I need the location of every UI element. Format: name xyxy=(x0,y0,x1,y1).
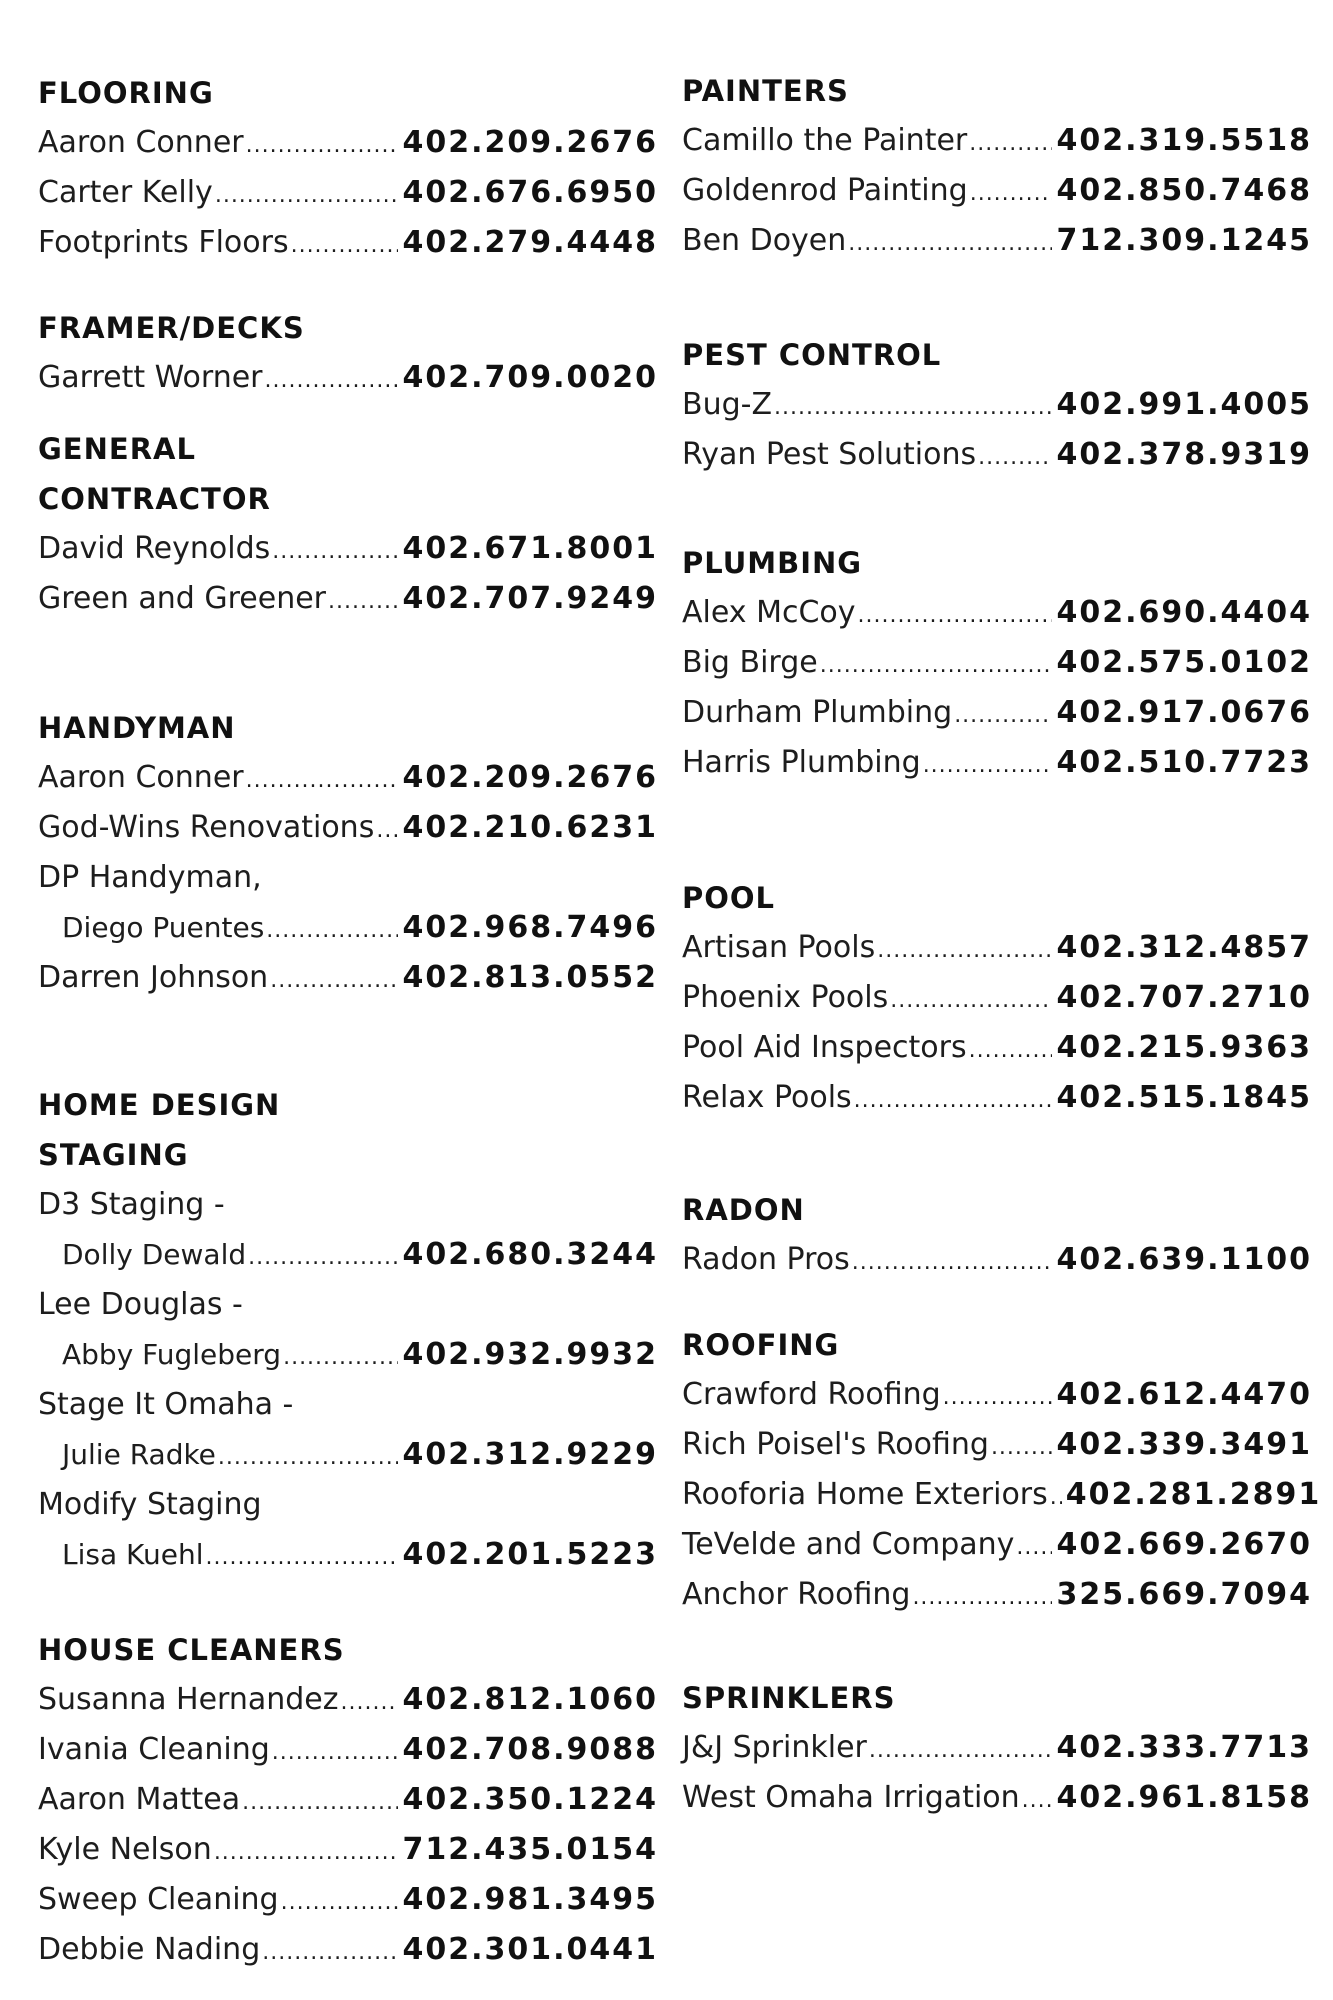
section-heading: HANDYMAN xyxy=(38,711,236,745)
section-handyman xyxy=(38,703,658,1003)
section-general-contractor xyxy=(38,424,658,624)
vendor-name: Garrett Worner xyxy=(38,360,263,395)
phone-number: 402.378.9319 xyxy=(1056,437,1312,472)
section-heading: HOUSE CLEANERS xyxy=(38,1633,345,1667)
vendor-name: Artisan Pools xyxy=(682,930,876,965)
phone-number: 402.708.9088 xyxy=(402,1732,658,1767)
dot-leader xyxy=(206,1533,399,1583)
vendor-name: Goldenrod Painting xyxy=(682,173,968,208)
phone-number: 402.690.4404 xyxy=(1056,595,1312,630)
entry-list xyxy=(38,1180,658,1580)
dot-leader xyxy=(1050,1473,1062,1523)
dot-leader xyxy=(854,1076,1053,1126)
list-item xyxy=(682,738,1312,788)
vendor-name: D3 Staging - xyxy=(38,1187,225,1222)
dot-leader xyxy=(923,741,1053,791)
section-sprinklers xyxy=(682,1673,1312,1823)
vendor-name: Modify Staging xyxy=(38,1487,262,1522)
vendor-contact-name: Dolly Dewald xyxy=(62,1238,247,1271)
list-item xyxy=(38,1330,658,1380)
section-pool xyxy=(682,873,1312,1123)
phone-number: 402.210.6231 xyxy=(402,810,658,845)
dot-leader xyxy=(341,1678,399,1728)
list-item xyxy=(682,380,1312,430)
dot-leader xyxy=(218,1433,399,1483)
phone-number: 325.669.7094 xyxy=(1056,1577,1312,1612)
list-item xyxy=(682,1023,1312,1073)
section-radon xyxy=(682,1185,1312,1285)
vendor-name: Rooforia Home Exteriors xyxy=(682,1477,1048,1512)
vendor-contact-name: Lisa Kuehl xyxy=(62,1538,204,1571)
list-item xyxy=(682,973,1312,1023)
phone-number: 402.319.5518 xyxy=(1056,123,1312,158)
list-item xyxy=(682,166,1312,216)
phone-number: 402.707.9249 xyxy=(402,581,658,616)
list-item xyxy=(38,1825,658,1875)
vendor-name: Crawford Roofing xyxy=(682,1377,941,1412)
dot-leader xyxy=(943,1373,1053,1423)
dot-leader xyxy=(291,221,399,271)
vendor-name: TeVelde and Company xyxy=(682,1527,1015,1562)
phone-number: 402.209.2676 xyxy=(402,125,658,160)
dot-leader xyxy=(890,976,1052,1026)
entry-list xyxy=(682,1235,1312,1285)
phone-number: 402.639.1100 xyxy=(1056,1242,1312,1277)
vendor-name: Harris Plumbing xyxy=(682,745,921,780)
phone-number: 402.709.0020 xyxy=(402,360,658,395)
vendor-name: Footprints Floors xyxy=(38,225,289,260)
list-item xyxy=(38,1380,658,1430)
vendor-contact-name: Julie Radke xyxy=(62,1438,216,1471)
section-pest-control xyxy=(682,330,1312,480)
vendor-name: Lee Douglas - xyxy=(38,1287,243,1322)
vendor-name: Aaron Conner xyxy=(38,760,244,795)
vendor-name: Durham Plumbing xyxy=(682,695,953,730)
phone-number: 402.671.8001 xyxy=(402,531,658,566)
dot-leader xyxy=(912,1573,1052,1623)
dot-leader xyxy=(1016,1523,1052,1573)
vendor-name: Alex McCoy xyxy=(682,595,856,630)
vendor-name: Green and Greener xyxy=(38,581,327,616)
vendor-contact-name: Abby Fugleberg xyxy=(62,1338,282,1371)
section-heading: CONTRACTOR xyxy=(38,482,271,516)
list-item xyxy=(38,1230,658,1280)
list-item xyxy=(38,1925,658,1975)
list-item xyxy=(38,753,658,803)
dot-leader xyxy=(248,1233,398,1283)
list-item xyxy=(682,1420,1312,1470)
list-item xyxy=(38,1180,658,1230)
dot-leader xyxy=(283,1333,398,1383)
section-heading: HOME DESIGN xyxy=(38,1088,281,1122)
dot-leader xyxy=(969,1026,1053,1076)
list-item xyxy=(38,1530,658,1580)
dot-leader xyxy=(970,169,1053,219)
vendor-name: Big Birge xyxy=(682,645,818,680)
phone-number: 402.515.1845 xyxy=(1056,1080,1312,1115)
dot-leader xyxy=(214,1828,399,1878)
list-item xyxy=(38,218,658,268)
dot-leader xyxy=(978,433,1052,483)
dot-leader xyxy=(954,691,1052,741)
section-heading: PAINTERS xyxy=(682,74,849,108)
list-item xyxy=(38,1675,658,1725)
phone-number: 402.279.4448 xyxy=(402,225,658,260)
dot-leader xyxy=(266,906,398,956)
phone-number: 402.917.0676 xyxy=(1056,695,1312,730)
dot-leader xyxy=(270,956,398,1006)
list-item xyxy=(682,1470,1322,1520)
phone-number: 402.707.2710 xyxy=(1056,980,1312,1015)
phone-number: 402.333.7713 xyxy=(1056,1730,1312,1765)
list-item xyxy=(38,1430,658,1480)
section-heading: ROOFING xyxy=(682,1328,840,1362)
phone-number: 402.813.0552 xyxy=(402,960,658,995)
list-item xyxy=(682,688,1312,738)
vendor-name: Ryan Pest Solutions xyxy=(682,437,977,472)
dot-leader xyxy=(852,1238,1053,1288)
dot-leader xyxy=(1022,1776,1053,1826)
section-home-design-staging xyxy=(38,1080,658,1580)
phone-number: 402.669.2670 xyxy=(1056,1527,1312,1562)
list-item xyxy=(38,168,658,218)
list-item xyxy=(38,118,658,168)
entry-list xyxy=(682,1370,1322,1620)
list-item xyxy=(38,953,658,1003)
phone-number: 402.968.7496 xyxy=(402,910,658,945)
vendor-name: Debbie Nading xyxy=(38,1932,261,1967)
entry-list xyxy=(38,353,658,403)
list-item xyxy=(682,430,1312,480)
vendor-name: Camillo the Painter xyxy=(682,123,968,158)
phone-number: 402.932.9932 xyxy=(402,1337,658,1372)
phone-number: 402.301.0441 xyxy=(402,1932,658,1967)
dot-leader xyxy=(328,577,398,627)
section-heading: FLOORING xyxy=(38,76,214,110)
vendor-name: Aaron Mattea xyxy=(38,1782,241,1817)
entry-list xyxy=(38,524,658,624)
list-item xyxy=(38,524,658,574)
section-heading: RADON xyxy=(682,1193,805,1227)
dot-leader xyxy=(215,171,399,221)
phone-number: 402.981.3495 xyxy=(402,1882,658,1917)
list-item xyxy=(682,638,1312,688)
vendor-name: J&J Sprinkler xyxy=(682,1730,867,1765)
vendor-name: Anchor Roofing xyxy=(682,1577,911,1612)
phone-number: 402.850.7468 xyxy=(1056,173,1312,208)
phone-number: 712.435.0154 xyxy=(402,1832,658,1867)
dot-leader xyxy=(991,1423,1053,1473)
section-roofing xyxy=(682,1320,1322,1620)
section-heading: PEST CONTROL xyxy=(682,338,942,372)
section-painters xyxy=(682,66,1312,266)
entry-list xyxy=(682,380,1312,480)
phone-number: 402.676.6950 xyxy=(402,175,658,210)
section-heading: SPRINKLERS xyxy=(682,1681,896,1715)
dot-leader xyxy=(858,591,1053,641)
entry-list xyxy=(682,1723,1312,1823)
dot-leader xyxy=(262,1928,398,1978)
list-item xyxy=(682,116,1312,166)
list-item xyxy=(682,1073,1312,1123)
entry-list xyxy=(682,588,1312,788)
dot-leader xyxy=(272,527,398,577)
list-item xyxy=(38,1480,658,1530)
section-flooring xyxy=(38,68,658,268)
phone-number: 402.339.3491 xyxy=(1056,1427,1312,1462)
section-heading: PLUMBING xyxy=(682,546,863,580)
dot-leader xyxy=(242,1778,398,1828)
entry-list xyxy=(38,753,658,1003)
phone-number: 402.680.3244 xyxy=(402,1237,658,1272)
vendor-name: Sweep Cleaning xyxy=(38,1882,279,1917)
list-item xyxy=(682,1723,1312,1773)
list-item xyxy=(682,1520,1312,1570)
vendor-name: Susanna Hernandez xyxy=(38,1682,339,1717)
vendor-name: West Omaha Irrigation xyxy=(682,1780,1020,1815)
phone-number: 712.309.1245 xyxy=(1056,223,1312,258)
list-item xyxy=(38,574,658,624)
list-item xyxy=(682,1570,1312,1620)
vendor-name: Rich Poisel's Roofing xyxy=(682,1427,989,1462)
dot-leader xyxy=(246,121,399,171)
vendor-name: Aaron Conner xyxy=(38,125,244,160)
phone-number: 402.812.1060 xyxy=(402,1682,658,1717)
vendor-name: Phoenix Pools xyxy=(682,980,889,1015)
list-item xyxy=(38,803,658,853)
vendor-name: God-Wins Renovations xyxy=(38,810,375,845)
entry-list xyxy=(38,118,658,268)
dot-leader xyxy=(376,806,398,856)
list-item xyxy=(682,1773,1312,1823)
phone-number: 402.961.8158 xyxy=(1056,1780,1312,1815)
vendor-name: Carter Kelly xyxy=(38,175,213,210)
phone-number: 402.215.9363 xyxy=(1056,1030,1312,1065)
section-heading: STAGING xyxy=(38,1138,189,1172)
phone-number: 402.350.1224 xyxy=(402,1782,658,1817)
section-plumbing xyxy=(682,538,1312,788)
phone-number: 402.312.4857 xyxy=(1056,930,1312,965)
section-framer-decks xyxy=(38,303,658,403)
phone-number: 402.209.2676 xyxy=(402,760,658,795)
vendor-name: Darren Johnson xyxy=(38,960,269,995)
vendor-name: David Reynolds xyxy=(38,531,271,566)
list-item xyxy=(682,1235,1312,1285)
list-item xyxy=(682,216,1312,266)
phone-number: 402.510.7723 xyxy=(1056,745,1312,780)
list-item xyxy=(38,1280,658,1330)
list-item xyxy=(682,923,1312,973)
list-item xyxy=(38,903,658,953)
vendor-contact-name: Diego Puentes xyxy=(62,911,265,944)
section-heading: POOL xyxy=(682,881,776,915)
phone-number: 402.312.9229 xyxy=(402,1437,658,1472)
entry-list xyxy=(38,1675,658,1975)
list-item xyxy=(38,353,658,403)
vendor-name: Pool Aid Inspectors xyxy=(682,1030,967,1065)
list-item xyxy=(38,1875,658,1925)
dot-leader xyxy=(848,219,1052,269)
list-item xyxy=(38,1725,658,1775)
dot-leader xyxy=(265,356,399,406)
phone-number: 402.281.2891 xyxy=(1065,1477,1322,1512)
dot-leader xyxy=(246,756,399,806)
entry-list xyxy=(682,923,1312,1123)
dot-leader xyxy=(281,1878,399,1928)
list-item xyxy=(38,1775,658,1825)
vendor-name: Bug-Z xyxy=(682,387,773,422)
section-heading: FRAMER/DECKS xyxy=(38,311,305,345)
vendor-name: Stage It Omaha - xyxy=(38,1387,294,1422)
dot-leader xyxy=(969,119,1052,169)
dot-leader xyxy=(820,641,1053,691)
dot-leader xyxy=(774,383,1052,433)
vendor-name: Ben Doyen xyxy=(682,223,847,258)
dot-leader xyxy=(869,1726,1053,1776)
entry-list xyxy=(682,116,1312,266)
phone-number: 402.201.5223 xyxy=(402,1537,658,1572)
phone-number: 402.612.4470 xyxy=(1056,1377,1312,1412)
dot-leader xyxy=(877,926,1052,976)
phone-number: 402.575.0102 xyxy=(1056,645,1312,680)
section-house-cleaners xyxy=(38,1625,658,1975)
dot-leader xyxy=(272,1728,399,1778)
list-item xyxy=(682,1370,1312,1420)
vendor-name: Radon Pros xyxy=(682,1242,850,1277)
vendor-name: DP Handyman, xyxy=(38,860,262,895)
vendor-name: Relax Pools xyxy=(682,1080,852,1115)
list-item xyxy=(682,588,1312,638)
section-heading: GENERAL xyxy=(38,432,196,466)
phone-number: 402.991.4005 xyxy=(1056,387,1312,422)
list-item xyxy=(38,853,658,903)
vendor-name: Kyle Nelson xyxy=(38,1832,212,1867)
vendor-name: Ivania Cleaning xyxy=(38,1732,270,1767)
